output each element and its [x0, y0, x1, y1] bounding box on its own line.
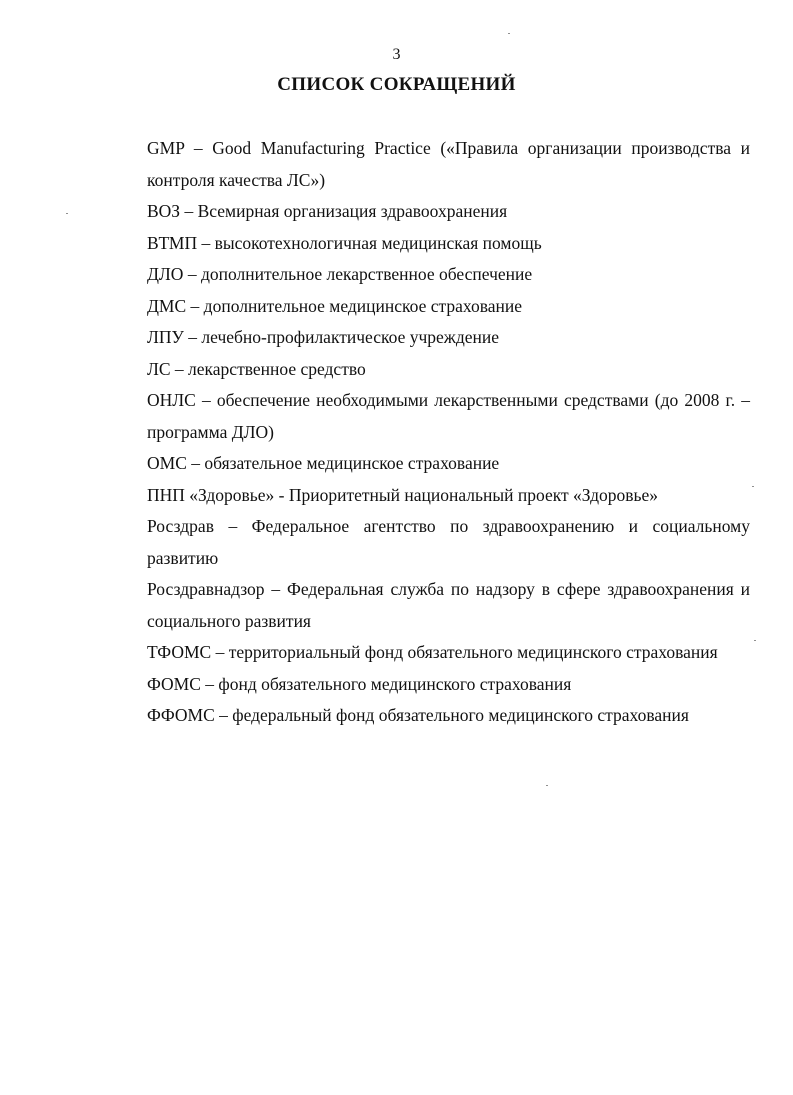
scan-speck [752, 486, 754, 487]
list-item: ТФОМС – территориальный фонд обязательного медицинского страхования [147, 642, 718, 662]
list-item: Росздрав – Федеральное агентство по здравоохранению и социальному развитию [147, 516, 750, 568]
list-item: ФФОМС – федеральный фонд обязательного медицинского страхования [147, 705, 689, 725]
list-item: Росздравнадзор – Федеральная служба по надзору в сфере здравоохранения и социального развития [147, 579, 750, 631]
abbreviation-list [147, 133, 750, 732]
scan-speck [754, 640, 756, 641]
list-item: ЛС – лекарственное средство [147, 358, 366, 379]
list-item: ФОМС – фонд обязательного медицинского страхования [147, 673, 572, 694]
list-item: GMP – Good Manufacturing Practice («Правила организации производства и контроля качества ЛС») [147, 138, 750, 190]
list-item: ВОЗ – Всемирная организация здравоохранения [147, 201, 508, 221]
list-item: ОНЛС – обеспечение необходимыми лекарственными средствами (до 2008 г. – программа ДЛО) [147, 390, 750, 442]
list-item: ВТМП – высокотехнологичная медицинская помощь [147, 232, 542, 253]
list-item: ДМС – дополнительное медицинское страхование [147, 295, 523, 316]
scan-speck [508, 33, 510, 34]
page-title: СПИСОК СОКРАЩЕНИЙ [277, 74, 516, 95]
scan-speck [66, 213, 68, 214]
list-item: ДЛО – дополнительное лекарственное обеспечение [147, 264, 533, 284]
list-item: ПНП «Здоровье» - Приоритетный национальный проект «Здоровье» [147, 484, 659, 505]
page-number: 3 [392, 46, 401, 63]
list-item: ОМС – обязательное медицинское страхование [147, 453, 500, 473]
scan-speck [546, 785, 548, 786]
list-item: ЛПУ – лечебно-профилактическое учреждение [147, 327, 500, 347]
